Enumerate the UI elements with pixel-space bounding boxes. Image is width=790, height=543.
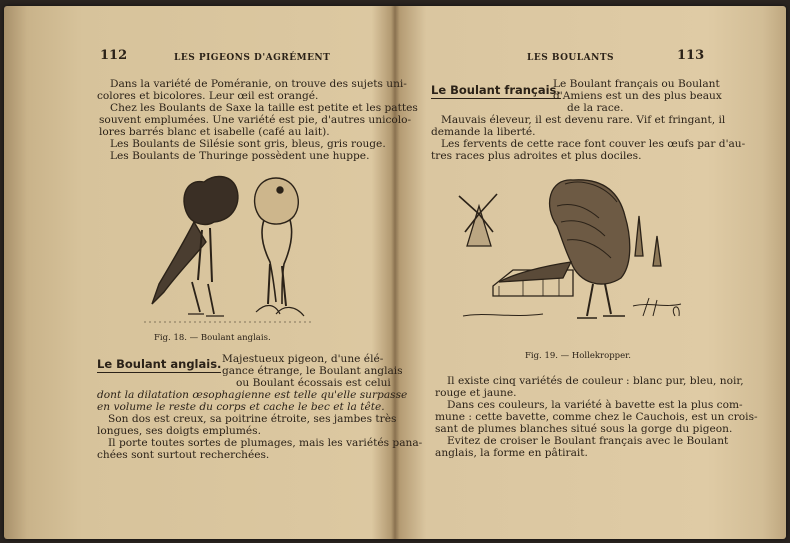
text-line: Les Boulants de Silésie sont gris, bleus, gris rouge. <box>110 138 386 150</box>
text-line: souvent emplumées. Une variété est pie, d'autres unicolo- <box>99 114 412 126</box>
text-line: Son dos est creux, sa poitrine étroite, ses jambes très <box>108 413 397 425</box>
text-line: ou Boulant écossais est celui <box>236 377 391 389</box>
text-line: longues, ses doigts emplumés. <box>97 425 261 437</box>
text-line: lores barrés blanc et isabelle (café au lait). <box>99 126 330 138</box>
text-line: Les Boulants de Thuringe possèdent une huppe. <box>110 150 370 162</box>
text-line: Les fervents de cette race font couver les œufs par d'au- <box>441 138 746 150</box>
text-line: Le Boulant français ou Boulant <box>553 78 720 90</box>
text-line: Majestueux pigeon, d'une élé- <box>222 353 384 365</box>
page-number: 113 <box>677 48 705 63</box>
text-line: gance étrange, le Boulant anglais <box>222 365 403 377</box>
text-line: de la race. <box>567 102 624 114</box>
right-page <box>395 6 786 539</box>
text-line: Chez les Boulants de Saxe la taille est petite et les pattes <box>110 102 418 114</box>
open-book <box>4 6 786 539</box>
text-line: Evitez de croiser le Boulant français avec le Boulant <box>447 435 729 447</box>
text-line: en volume le reste du corps et cache le bec et la tête. <box>97 401 385 413</box>
text-line: chées sont surtout recherchées. <box>97 449 270 461</box>
text-line: dont la dilatation œsophagienne est telle qu'elle surpasse <box>97 389 408 401</box>
hollekropper-illustration <box>453 166 693 346</box>
text-line: sant de plumes blanches situé sous la gorge du pigeon. <box>435 423 733 435</box>
text-line: rouge et jaune. <box>435 387 517 399</box>
text-line: Dans ces couleurs, la variété à bavette est la plus com- <box>447 399 743 411</box>
section-heading: Le Boulant français. <box>431 83 561 97</box>
text-line: Il existe cinq variétés de couleur : blanc pur, bleu, noir, <box>447 375 744 387</box>
running-head: LES BOULANTS <box>527 53 615 63</box>
figure-caption: Fig. 19. — Hollekropper. <box>525 351 631 361</box>
text-line: tres races plus adroites et plus dociles. <box>431 150 642 162</box>
text-line: mune : cette bavette, comme chez le Cauchois, est un crois- <box>435 411 758 423</box>
text-line: Mauvais éleveur, il est devenu rare. Vif et fringant, il <box>441 114 726 126</box>
running-head: LES PIGEONS D'AGRÉMENT <box>174 53 331 63</box>
text-line: Dans la variété de Poméranie, on trouve des sujets uni- <box>110 78 407 90</box>
text-line: demande la liberté. <box>431 126 536 138</box>
text-line: colores et bicolores. Leur œil est orangé. <box>97 90 319 102</box>
left-page <box>4 6 423 539</box>
text-line: anglais, la forme en pâtirait. <box>435 447 588 459</box>
page-number: 112 <box>100 48 128 63</box>
figure-caption: Fig. 18. — Boulant anglais. <box>154 333 271 343</box>
text-line: d'Amiens est un des plus beaux <box>553 90 722 102</box>
section-heading: Le Boulant anglais. <box>97 357 222 371</box>
boulant-anglais-illustration <box>144 172 324 334</box>
text-line: Il porte toutes sortes de plumages, mais les variétés pana- <box>108 437 423 449</box>
